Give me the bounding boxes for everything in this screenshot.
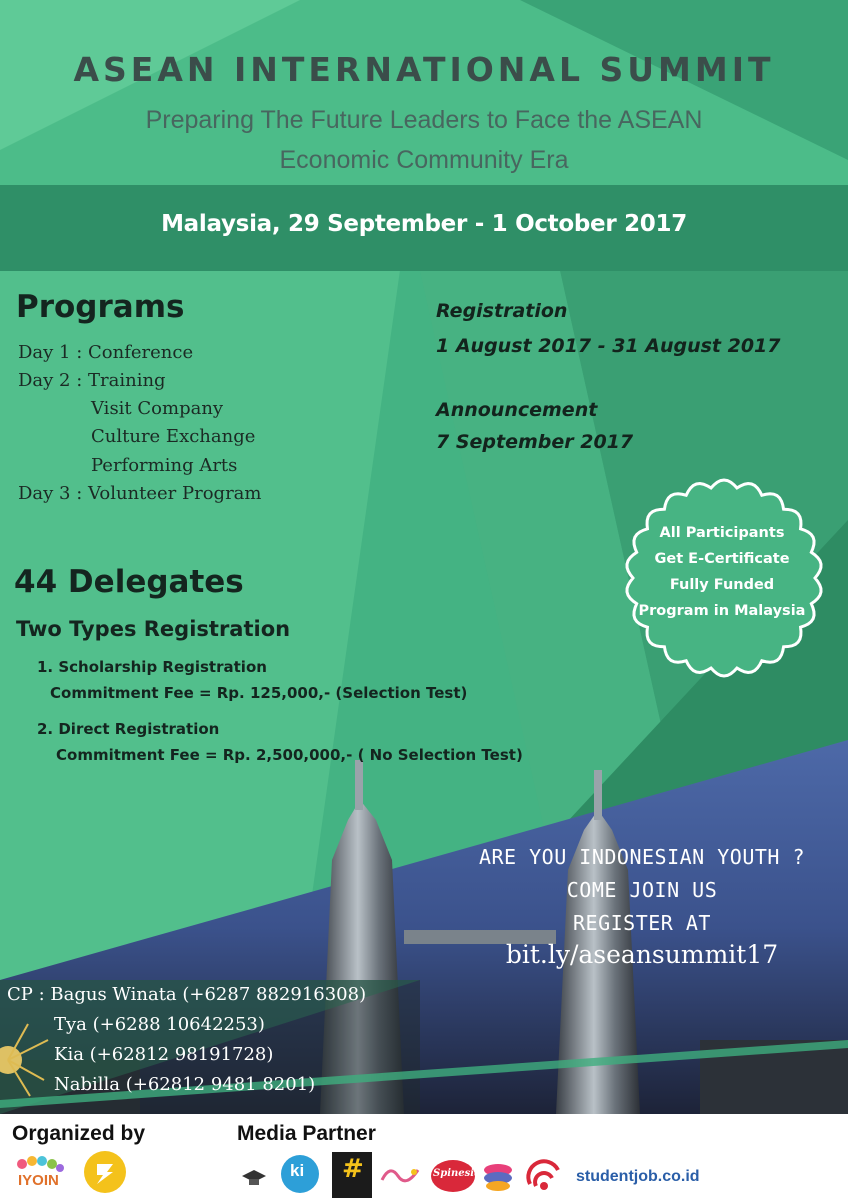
option-1-fee: Commitment Fee = Rp. 125,000,- (Selection Test) [50, 684, 468, 702]
announcement-label: Announcement [436, 399, 598, 421]
cta-line-2: COME JOIN US [566, 878, 718, 902]
contact-line-4: Nabilla (+62812 9481 8201) [54, 1074, 316, 1095]
contact-line-3: Kia (+62812 98191728) [54, 1044, 274, 1065]
script-logo [378, 1160, 424, 1192]
badge-text [622, 520, 822, 624]
program-day-2-item: Culture Exchange [91, 426, 256, 447]
programs-heading: Programs [16, 289, 185, 325]
organized-by-label: Organized by [12, 1122, 146, 1145]
spinesia-logo [430, 1156, 481, 1196]
option-1-title: 1. Scholarship Registration [37, 658, 267, 676]
badge-line-1: All Participants [659, 525, 785, 541]
program-day-1: Day 1 : Conference [18, 342, 194, 363]
cta-line-1: ARE YOU INDONESIAN YOUTH ? [478, 845, 806, 869]
program-day-2-item: Visit Company [91, 398, 224, 419]
iyoin-logo [12, 1154, 68, 1194]
organizer-logo-2 [80, 1150, 130, 1196]
cta-line-3: REGISTER AT [573, 911, 711, 935]
registration-label: Registration [436, 300, 568, 322]
program-day-2: Day 2 : Training [18, 370, 166, 391]
registration-dates: 1 August 2017 - 31 August 2017 [436, 335, 781, 357]
registration-link[interactable]: bit.ly/aseansummit17 [505, 940, 779, 969]
contact-line-2: Tya (+6288 10642253) [54, 1014, 265, 1035]
option-2-title: 2. Direct Registration [37, 720, 220, 738]
media-partner-label: Media Partner [237, 1122, 376, 1145]
footer [0, 1114, 848, 1200]
graduation-cap-logo [240, 1164, 268, 1192]
poster-title: ASEAN INTERNATIONAL SUMMIT [73, 50, 775, 89]
subtitle-line-1: Preparing The Future Leaders to Face the ASEAN [145, 106, 703, 134]
badge-line-2: Get E-Certificate [654, 551, 790, 567]
badge-line-4: Program in Malaysia [638, 603, 806, 619]
event-dateline: Malaysia, 29 September - 1 October 2017 [161, 211, 687, 237]
spinesia-logo-text: Spinesia [433, 1168, 481, 1179]
registration-types-heading: Two Types Registration [16, 617, 291, 641]
hashtag-logo [332, 1152, 372, 1198]
delegates-heading: 44 Delegates [14, 564, 244, 600]
program-day-2-item: Performing Arts [91, 455, 238, 476]
announcement-date: 7 September 2017 [436, 431, 634, 453]
option-2-fee: Commitment Fee = Rp. 2,500,000,- ( No Selection Test) [56, 746, 523, 764]
studentjob-logo: studentjob.co.id [576, 1168, 700, 1185]
wave-logo [480, 1160, 516, 1194]
iyoin-logo-text: IYOIN [18, 1172, 59, 1189]
subtitle-line-2: Economic Community Era [279, 146, 569, 174]
contact-line-1: CP : Bagus Winata (+6287 882916308) [7, 984, 367, 1005]
poster-subtitle [0, 100, 848, 180]
ki-logo [276, 1154, 324, 1198]
radio-logo [522, 1154, 570, 1198]
ki-logo-text: ki [290, 1161, 305, 1180]
program-day-3: Day 3 : Volunteer Program [18, 483, 262, 504]
badge-line-3: Fully Funded [669, 577, 775, 593]
hashtag-icon: # [342, 1154, 364, 1184]
